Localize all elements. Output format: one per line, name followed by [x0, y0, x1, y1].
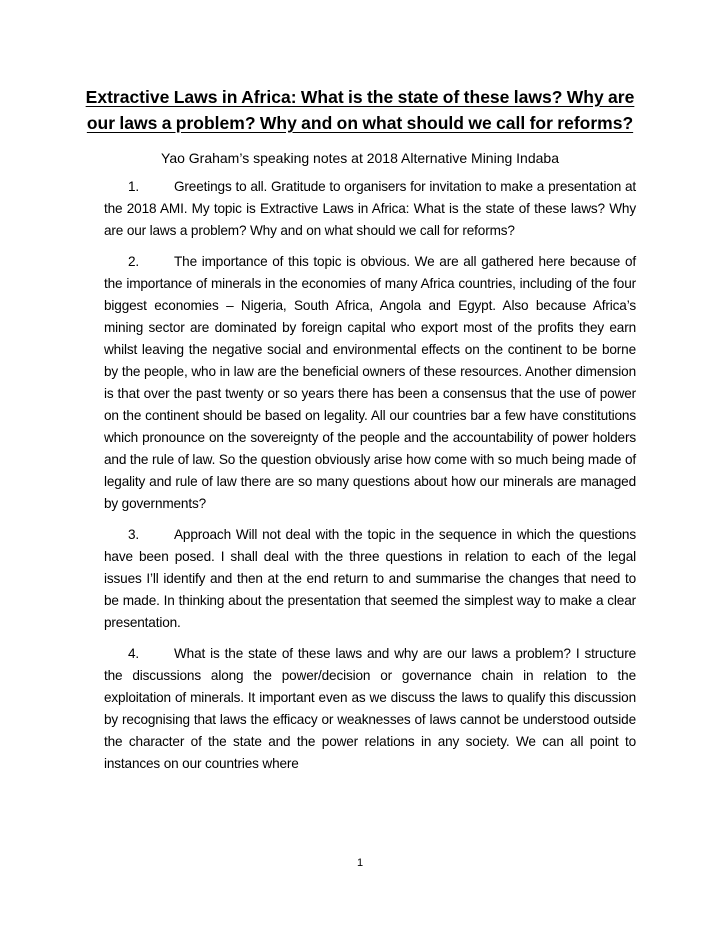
paragraph-2: [104, 251, 636, 515]
paragraph-number: 3.: [128, 527, 140, 542]
paragraph-3: [104, 524, 636, 634]
paragraph-text: What is the state of these laws and why are our laws a problem? I structure the discussions along the power/decision or governance chain in relation to the exploitation of minerals. It important even as we discuss the laws to qualify this discussion by recognising that laws the efficacy or weaknesses of laws cannot be understood outside the character of the state and the power relations in any society. We can all point to instances on our countries where: [104, 646, 636, 771]
paragraph-text: The importance of this topic is obvious. We are all gathered here because of the importance of minerals in the economies of many Africa countries, including of the four biggest economies – Nigeria, South Africa, Angola and Egypt. Also because Africa’s mining sector are dominated by foreign capital who export most of the profits they earn whilst leaving the negative social and environmental effects on the continent to be borne by the people, who in law are the beneficial owners of these resources. Another dimension is that over the past twenty or so years there has been a consensus that the use of power on the continent should be based on legality. All our countries bar a few have constitutions which pronounce on the sovereignty of the people and the accountability of power holders and the rule of law. So the question obviously arise how come with so much being made of legality and rule of law there are so many questions about how our minerals are managed by governments?: [104, 254, 636, 511]
paragraph-number: 2.: [128, 254, 140, 269]
paragraph-1: [104, 176, 636, 242]
document-subtitle: Yao Graham’s speaking notes at 2018 Alternative Mining Indaba: [161, 150, 559, 166]
paragraph-number: 1.: [128, 179, 140, 194]
paragraph-text: Approach Will not deal with the topic in the sequence in which the questions have been posed. I shall deal with the three questions in relation to each of the legal issues I’ll identify and then at the end return to and summarise the changes that need to be made. In thinking about the presentation that seemed the simplest way to make a clear presentation.: [104, 527, 636, 630]
page-number: 1: [356, 857, 364, 869]
paragraph-text: Greetings to all. Gratitude to organisers for invitation to make a presentation at the 2018 AMI. My topic is Extractive Laws in Africa: What is the state of these laws? Why are our laws a problem? Why and on what should we call for reforms?: [104, 179, 636, 238]
paragraph-number: 4.: [128, 646, 140, 661]
document-title: Extractive Laws in Africa: What is the state of these laws? Why are our laws a problem? Why and on what should we call for reforms?: [85, 87, 635, 133]
paragraph-4: [104, 643, 636, 775]
document-body: [104, 176, 636, 784]
